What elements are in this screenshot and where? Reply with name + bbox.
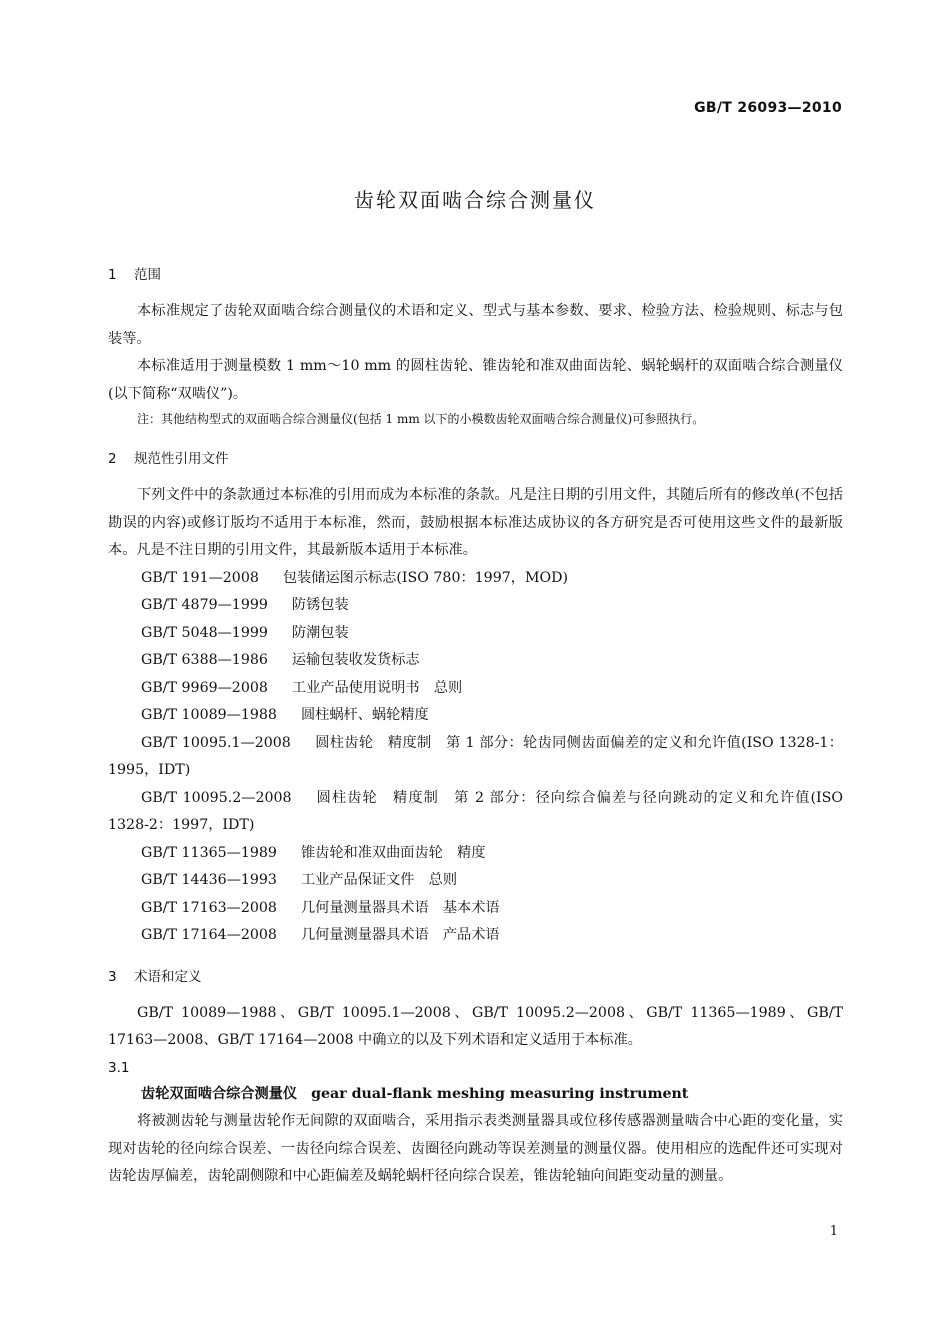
reference-code: GB/T 11365—1989: [141, 844, 277, 861]
section-title: 术语和定义: [134, 968, 202, 985]
reference-title: 工业产品使用说明书 总则: [291, 679, 463, 696]
reference-title: 圆柱齿轮 精度制 第 1 部分：轮齿同侧齿面偏差的定义和允许值(ISO 1328-1：1995，IDT): [108, 734, 843, 778]
reference-code: GB/T 9969—2008: [141, 679, 268, 696]
term-entry: [108, 1081, 843, 1109]
scope-paragraph-2: 本标准适用于测量模数 1 mm～10 mm 的圆柱齿轮、锥齿轮和准双曲面齿轮、蜗轮蜗杆的双面啮合综合测量仪(以下简称“双啮仪”)。: [108, 358, 843, 402]
term-definition: 将被测齿轮与测量齿轮作无间隙的双面啮合，采用指示表类测量器具或位移传感器测量啮合中心距的变化量，实现对齿轮的径向综合误差、一齿径向综合误差、齿圈径向跳动等误差测量的测量仪器。使用相应的选配件还可实现对齿轮齿厚偏差，齿轮副侧隙和中心距偏差及蜗轮蜗杆径向综合误差，锥齿轮轴向间距变动量的测量。: [108, 1113, 843, 1184]
scope-note: 注：其他结构型式的双面啮合综合测量仪(包括 1 mm 以下的小模数齿轮双面啮合综合测量仪)可参照执行。: [137, 412, 705, 426]
section-number: 2: [108, 451, 117, 467]
reference-item: [108, 895, 843, 923]
reference-item: [108, 922, 843, 950]
reference-code: GB/T 6388—1986: [141, 652, 268, 668]
section-3-heading: [108, 964, 843, 990]
reference-item: [108, 840, 843, 868]
section-title: 范围: [134, 267, 161, 283]
document-body: [108, 262, 843, 1191]
reference-code: GB/T 191—2008: [141, 569, 259, 586]
reference-code: GB/T 4879—1999: [141, 597, 268, 613]
reference-item: [108, 702, 843, 730]
reference-code: GB/T 10095.2—2008: [141, 789, 292, 806]
reference-title: 几何量测量器具术语 产品术语: [300, 927, 500, 943]
reference-title: 锥齿轮和准双曲面齿轮 精度: [300, 844, 486, 861]
section-title: 规范性引用文件: [134, 451, 229, 467]
section-number: 1: [108, 267, 117, 283]
term-english: gear dual-flank meshing measuring instrument: [311, 1085, 689, 1102]
reference-item: [108, 592, 843, 620]
reference-code: GB/T 5048—1999: [141, 624, 268, 641]
section-number: 3: [108, 968, 117, 985]
section-1-heading: [108, 262, 843, 288]
reference-item: [108, 867, 843, 895]
reference-item: [108, 785, 843, 840]
page-number: 1: [829, 1224, 838, 1239]
terms-intro-paragraph: GB/T 10089—1988、GB/T 10095.1—2008、GB/T 10095.2—2008、GB/T 11365—1989、GB/T 17163—2008、GB/T 17164—2008 中确立的以及下列术语和定义适用于本标准。: [108, 1004, 843, 1048]
document-title: 齿轮双面啮合综合测量仪: [354, 188, 596, 212]
normative-references-intro: 下列文件中的条款通过本标准的引用而成为本标准的条款。凡是注日期的引用文件，其随后所有的修改单(不包括勘误的内容)或修订版均不适用于本标准，然而，鼓励根据本标准达成协议的各方研究是否可使用这些文件的最新版本。凡是不注日期的引用文件，其最新版本适用于本标准。: [108, 487, 843, 558]
scope-paragraph-1: 本标准规定了齿轮双面啮合综合测量仪的术语和定义、型式与基本参数、要求、检验方法、检验规则、标志与包装等。: [108, 303, 843, 347]
reference-code: GB/T 14436—1993: [141, 872, 277, 888]
reference-item: [108, 730, 843, 785]
reference-title: 工业产品保证文件 总则: [300, 872, 458, 888]
reference-item: [108, 647, 843, 675]
reference-title: 运输包装收发货标志: [291, 652, 420, 668]
reference-code: GB/T 17164—2008: [141, 927, 277, 943]
reference-item: [108, 565, 843, 593]
subsection-number: 3.1: [108, 1059, 130, 1076]
reference-item: [108, 620, 843, 648]
reference-title: 防锈包装: [291, 597, 349, 613]
reference-title: 圆柱蜗杆、蜗轮精度: [300, 707, 429, 723]
reference-title: 防潮包装: [291, 624, 349, 641]
reference-item: [108, 675, 843, 703]
reference-code: GB/T 10095.1—2008: [141, 734, 291, 751]
reference-title: 几何量测量器具术语 基本术语: [300, 899, 500, 916]
reference-code: GB/T 10089—1988: [141, 707, 277, 723]
reference-title: 圆柱齿轮 精度制 第 2 部分：径向综合偏差与径向跳动的定义和允许值(ISO 1328-2：1997，IDT): [108, 789, 843, 833]
section-2-heading: [108, 446, 843, 472]
term-chinese: 齿轮双面啮合综合测量仪: [141, 1085, 298, 1102]
reference-code: GB/T 17163—2008: [141, 899, 277, 916]
standard-number: GB/T 26093—2010: [694, 100, 842, 116]
reference-title: 包装储运图示标志(ISO 780：1997，MOD): [282, 569, 569, 586]
